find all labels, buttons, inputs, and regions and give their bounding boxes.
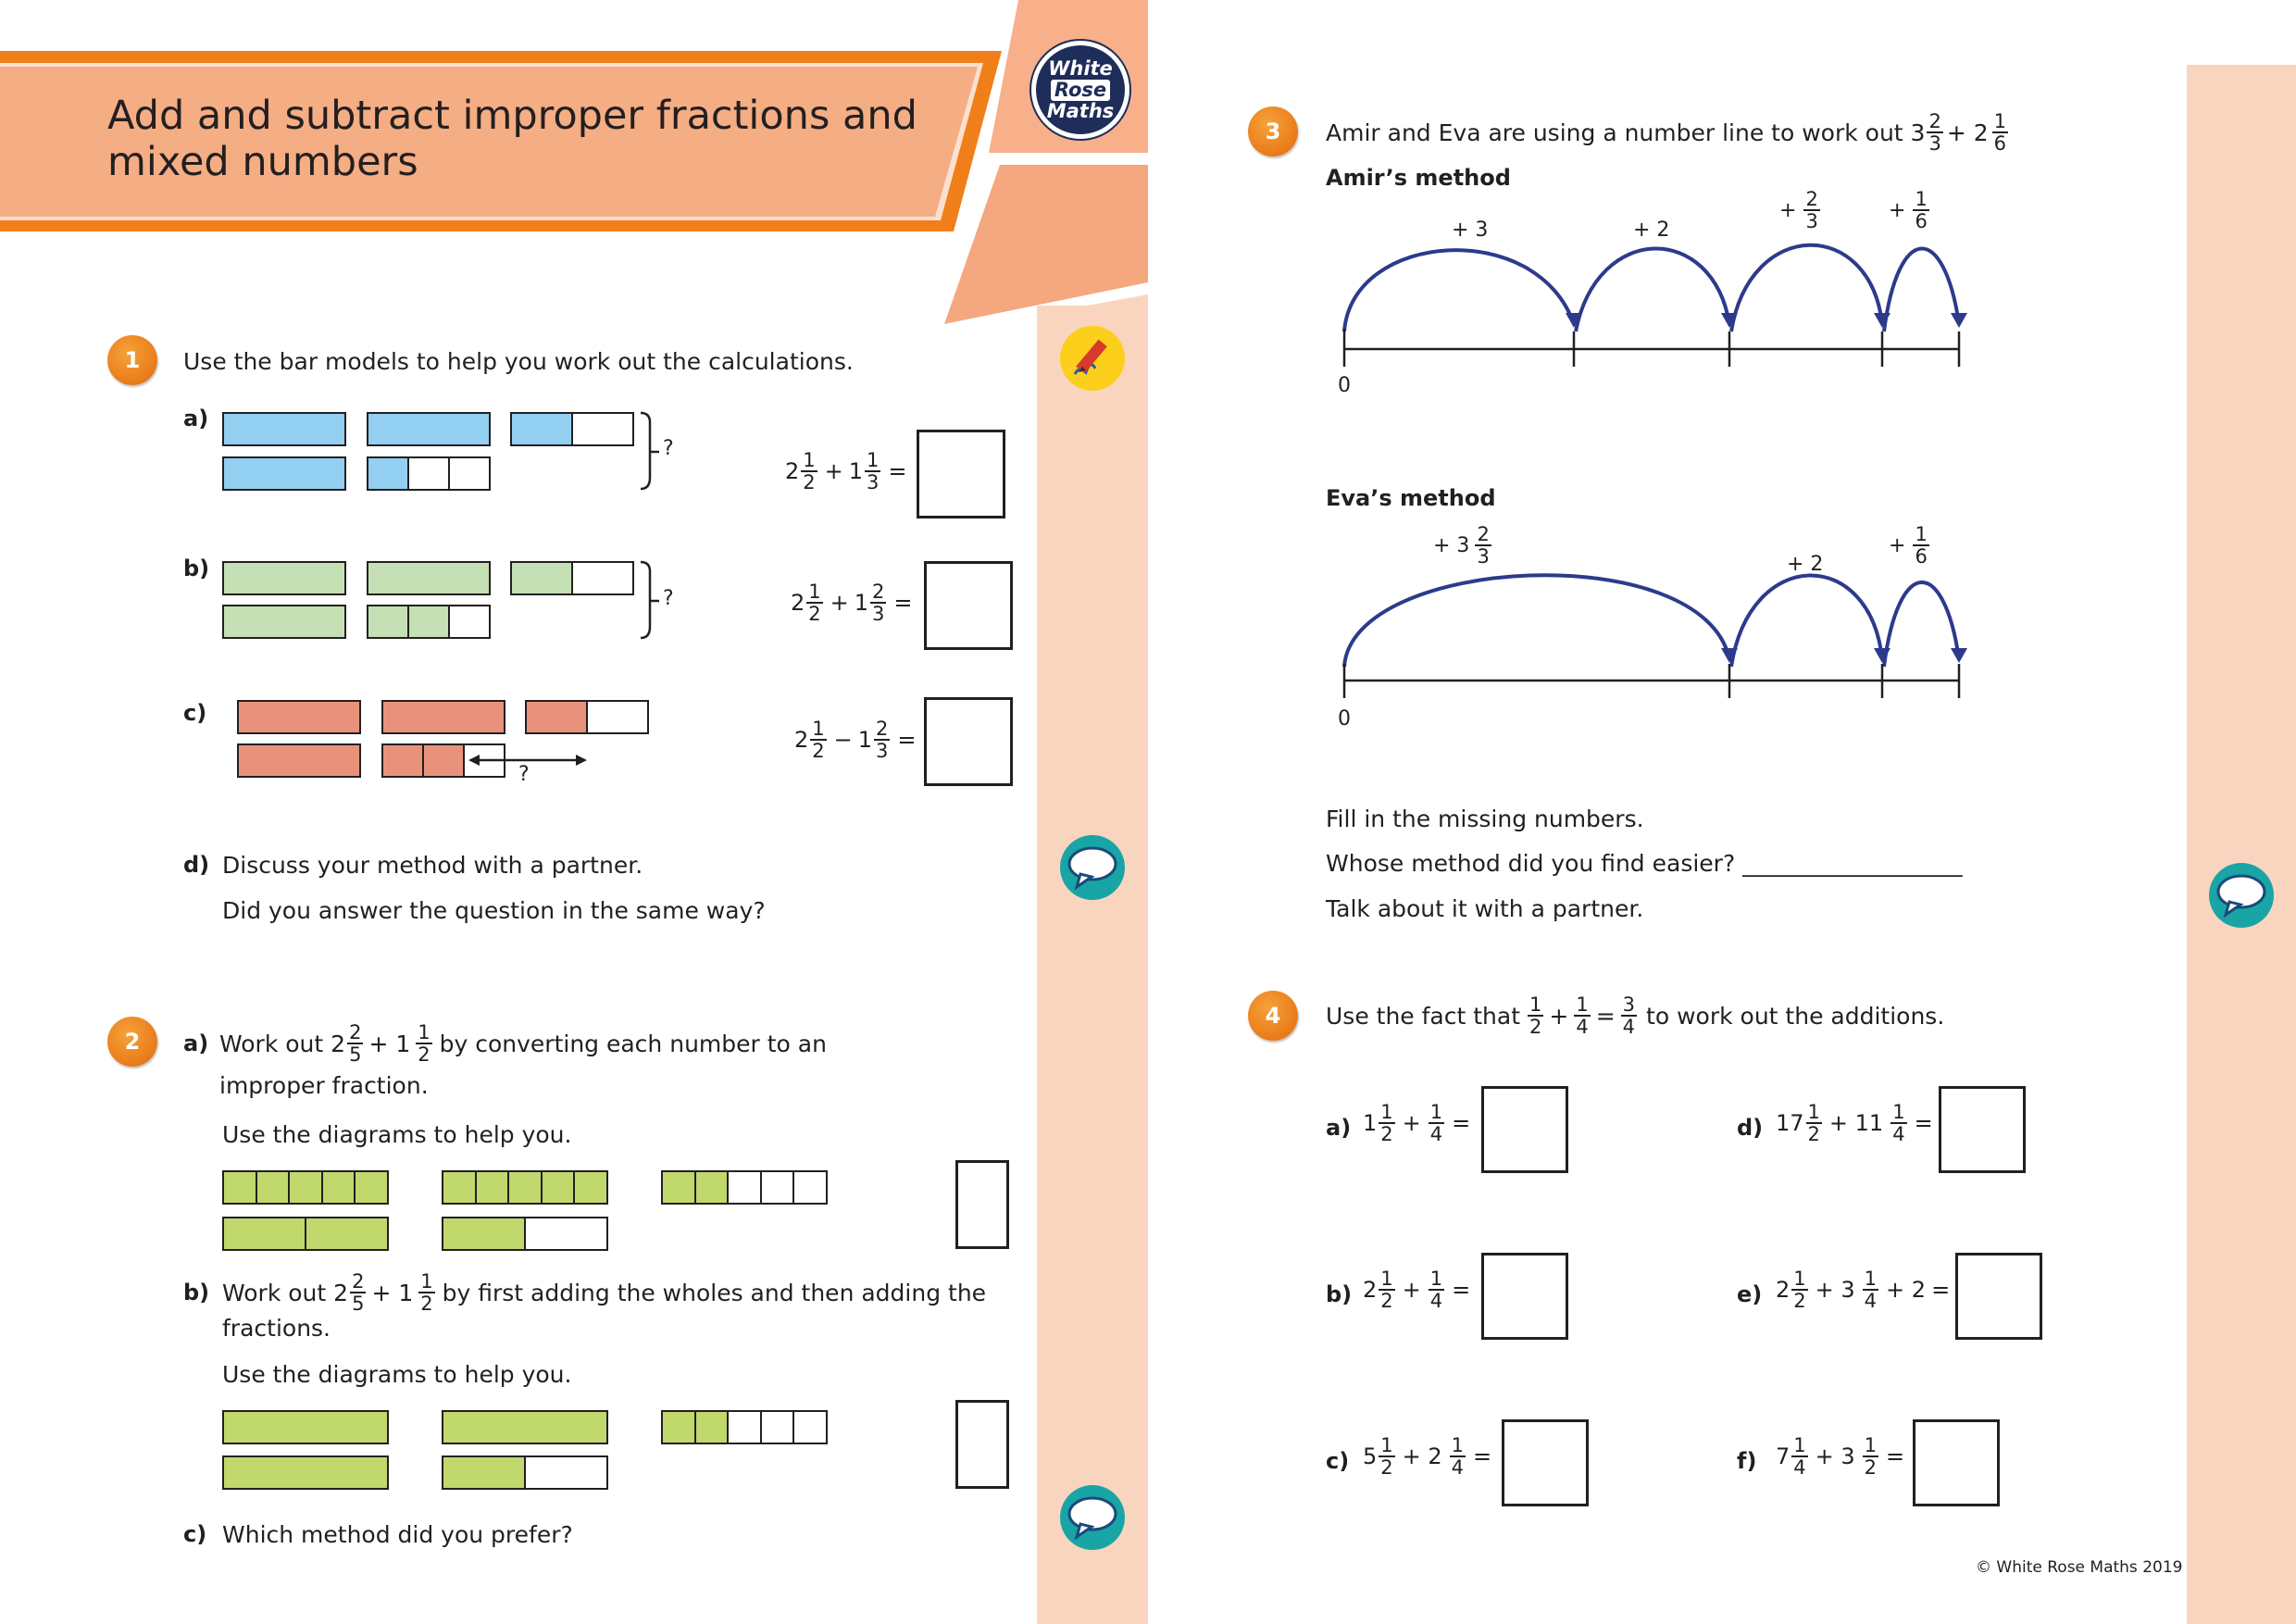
speech-bubble-icon bbox=[2207, 861, 2276, 930]
q4-item-label: a) bbox=[1326, 1115, 1352, 1141]
q2b-text: Work out 2 $\frac{2}{5}$ + 1 $\frac{1}{2}$ by first adding the wholes and then adding the bbox=[222, 1270, 987, 1315]
pencil-icon bbox=[1058, 324, 1127, 393]
answer-box-q1b[interactable] bbox=[924, 561, 1013, 650]
amir-jump-1: + 3 bbox=[1452, 219, 1489, 242]
q2a-label: a) bbox=[183, 1031, 209, 1056]
q1d-line2: Did you answer the question in the same way? bbox=[222, 897, 766, 924]
question-mark: ? bbox=[663, 587, 674, 610]
logo-text-1: White bbox=[1048, 56, 1113, 80]
bar-fifths bbox=[661, 1410, 828, 1444]
amir-zero: 0 bbox=[1338, 374, 1351, 397]
q2b-label: b) bbox=[183, 1280, 210, 1305]
bar-whole bbox=[222, 1455, 389, 1490]
q4-item-label: d) bbox=[1737, 1115, 1764, 1141]
q1c-expression: 2 $\frac{1}{2}$ − 1 $\frac{2}{3}$ = bbox=[794, 718, 917, 762]
q4-item-expression: 5 $\frac{1}{2}$ + 2 $\frac{1}{4}$ = bbox=[1363, 1434, 1492, 1479]
eva-title: Eva’s method bbox=[1326, 485, 1496, 511]
bar-fifths bbox=[442, 1170, 608, 1205]
bar-half bbox=[525, 700, 649, 734]
q1-prompt: Use the bar models to help you work out the calculations. bbox=[183, 348, 854, 375]
bar-whole bbox=[237, 743, 361, 778]
eva-jump-3: + $\frac{1}{6}$ bbox=[1889, 523, 1928, 568]
question-badge-4: 4 bbox=[1248, 991, 1298, 1041]
q1c-label: c) bbox=[183, 700, 207, 726]
amir-number-line bbox=[1333, 231, 1981, 380]
q1d-label: d) bbox=[183, 852, 210, 878]
q4-item-label: b) bbox=[1326, 1281, 1353, 1307]
bar-whole bbox=[237, 700, 361, 734]
speech-bubble-icon bbox=[1058, 833, 1127, 902]
q1a-label: a) bbox=[183, 406, 209, 431]
side-strip-left bbox=[1037, 306, 1148, 1624]
question-mark: ? bbox=[518, 763, 530, 786]
title-line-2: mixed numbers bbox=[107, 139, 418, 185]
amir-jump-4: + $\frac{1}{6}$ bbox=[1889, 188, 1928, 232]
bar-fifths bbox=[661, 1170, 828, 1205]
q2a-text: Work out 2 $\frac{2}{5}$ + 1 $\frac{1}{2}$ by converting each number to an bbox=[219, 1021, 827, 1066]
logo bbox=[1031, 41, 1129, 139]
bar-whole bbox=[222, 605, 346, 639]
q2a-line2: improper fraction. bbox=[219, 1072, 429, 1099]
answer-box-q4[interactable] bbox=[1481, 1086, 1568, 1173]
question-mark: ? bbox=[663, 437, 674, 460]
answer-box-q4[interactable] bbox=[1939, 1086, 2026, 1173]
question-badge-1: 1 bbox=[107, 335, 157, 385]
q2-hint: Use the diagrams to help you. bbox=[222, 1121, 572, 1148]
q1b-expression: 2 $\frac{1}{2}$ + 1 $\frac{2}{3}$ = bbox=[791, 581, 913, 625]
bar-whole bbox=[222, 1410, 389, 1444]
bar-whole bbox=[222, 561, 346, 595]
answer-box-q1a[interactable] bbox=[917, 430, 1005, 518]
bar-whole bbox=[222, 412, 346, 446]
q4-item-label: e) bbox=[1737, 1281, 1763, 1307]
answer-box-q2b[interactable] bbox=[955, 1400, 1009, 1489]
bar-half bbox=[510, 412, 634, 446]
amir-jump-3: + $\frac{2}{3}$ bbox=[1779, 188, 1818, 232]
answer-box-q4[interactable] bbox=[1502, 1419, 1589, 1506]
bar-whole bbox=[442, 1410, 608, 1444]
copyright: © White Rose Maths 2019 bbox=[1976, 1558, 2183, 1577]
answer-box-q2a[interactable] bbox=[955, 1160, 1009, 1249]
logo-text-3: Maths bbox=[1046, 99, 1115, 122]
bar-whole bbox=[222, 456, 346, 491]
q1b-label: b) bbox=[183, 556, 210, 581]
q4-item-expression: 17 $\frac{1}{2}$ + 11 $\frac{1}{4}$ = bbox=[1776, 1101, 1933, 1145]
bar-whole bbox=[381, 700, 505, 734]
bar-halves bbox=[442, 1217, 608, 1251]
bar-halves bbox=[442, 1455, 608, 1490]
q4-intro: Use the fact that $\frac{1}{2}$ + $\frac{1}{4}$ = $\frac{3}{4}$ to work out the additions. bbox=[1326, 993, 1945, 1038]
page-title bbox=[107, 93, 917, 185]
logo-text-2: Rose bbox=[1051, 80, 1110, 101]
q2c-label: c) bbox=[183, 1521, 207, 1547]
q1d-line1: Discuss your method with a partner. bbox=[222, 852, 643, 879]
title-line-1: Add and subtract improper fractions and bbox=[107, 93, 917, 139]
q2b-line2: fractions. bbox=[222, 1315, 331, 1342]
bar-half bbox=[510, 561, 634, 595]
eva-jump-2: + 2 bbox=[1787, 553, 1824, 576]
answer-box-q4[interactable] bbox=[1913, 1419, 2000, 1506]
bar-fifths bbox=[222, 1170, 389, 1205]
answer-box-q4[interactable] bbox=[1481, 1253, 1568, 1340]
bar-whole bbox=[367, 412, 491, 446]
q4-item-expression: 2 $\frac{1}{2}$ + 3 $\frac{1}{4}$ + 2 = bbox=[1776, 1268, 1951, 1312]
bar-whole bbox=[367, 561, 491, 595]
bar-halves bbox=[222, 1217, 389, 1251]
q3-fill: Fill in the missing numbers. bbox=[1326, 806, 1644, 832]
amir-jump-2: + 2 bbox=[1633, 219, 1670, 242]
eva-jump-1: + 3 $\frac{2}{3}$ bbox=[1433, 523, 1490, 568]
q2c-text: Which method did you prefer? bbox=[222, 1521, 573, 1548]
q4-item-expression: 7 $\frac{1}{4}$ + 3 $\frac{1}{2}$ = bbox=[1776, 1434, 1905, 1479]
q4-item-expression: 2 $\frac{1}{2}$ + $\frac{1}{4}$ = bbox=[1363, 1268, 1471, 1312]
amir-title: Amir’s method bbox=[1326, 165, 1511, 191]
eva-number-line bbox=[1333, 546, 1981, 713]
q4-item-label: f) bbox=[1737, 1448, 1757, 1474]
q4-item-expression: 1 $\frac{1}{2}$ + $\frac{1}{4}$ = bbox=[1363, 1101, 1471, 1145]
q4-item-label: c) bbox=[1326, 1448, 1350, 1474]
q1a-expression: 2 $\frac{1}{2}$ + 1 $\frac{1}{3}$ = bbox=[785, 449, 907, 493]
q2b-hint: Use the diagrams to help you. bbox=[222, 1361, 572, 1388]
question-badge-2: 2 bbox=[107, 1017, 157, 1067]
side-strip-right bbox=[2187, 65, 2296, 1624]
speech-bubble-icon bbox=[1058, 1483, 1127, 1552]
bar-third bbox=[367, 456, 491, 491]
q3-talk: Talk about it with a partner. bbox=[1326, 895, 1644, 922]
strip-top-left bbox=[1037, 278, 1148, 315]
answer-box-q1c[interactable] bbox=[924, 697, 1013, 786]
question-badge-3: 3 bbox=[1248, 106, 1298, 156]
q3-intro: Amir and Eva are using a number line to work out 3 $\frac{2}{3}$ + 2 $\frac{1}{6}$ bbox=[1326, 110, 2007, 155]
q3-whose: Whose method did you find easier? ___________________ bbox=[1326, 850, 1963, 877]
bar-third bbox=[367, 605, 491, 639]
answer-box-q4[interactable] bbox=[1955, 1253, 2042, 1340]
eva-zero: 0 bbox=[1338, 707, 1351, 731]
